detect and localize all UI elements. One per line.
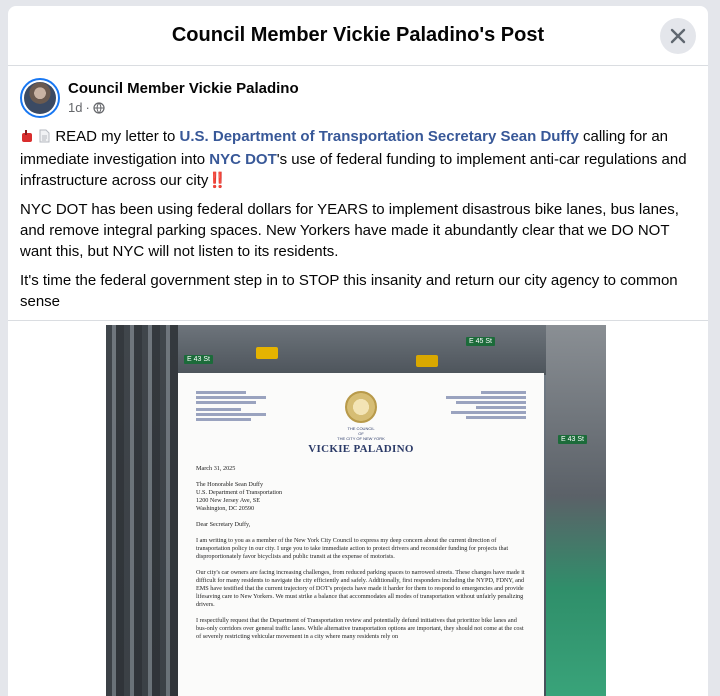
photo-street-sign: E 45 St — [466, 337, 495, 346]
tag-link-sean-duffy[interactable]: U.S. Department of Transportation Secretary Sean Duffy — [179, 128, 579, 145]
letter-paragraph: Our city's car owners are facing increasing challenges, from reduced parking spaces to narrowed streets. These changes have made it difficult for many residents to navigate the city efficiently and safely. Additionally, first responders including the NYPD, FDNY, and EMS have testified that the current trajectory of DOT's projects have made it harder for them to respond to emergencies and provide lifesaving care to New Yorkers. We must strike a balance that accommodates all modes of transportation without unfairly penalizing drivers. — [196, 569, 525, 608]
dialog-header — [8, 6, 708, 66]
council-line-1: THE COUNCIL — [347, 426, 375, 431]
post-body — [8, 118, 708, 312]
document-icon — [38, 128, 51, 149]
council-line-2: OF — [358, 431, 364, 436]
post-text-a: READ my letter to — [55, 128, 180, 145]
double-exclamation-icon: ‼️ — [208, 172, 228, 189]
dialog-title: Council Member Vickie Paladino's Post — [171, 24, 545, 46]
letter-paragraph: I respectfully request that the Department of Transportation review and potentially defund initiatives that prioritize bike lanes and bus-only corridors over general traffic lanes. While alternative transportation options are important, they should not come at the cost of severely restricting vehicular movement in a city where many residents rely on — [196, 617, 524, 640]
city-seal-icon — [345, 391, 377, 423]
post-header — [8, 66, 708, 118]
letter-date: March 31, 2025 — [196, 465, 236, 472]
council-line-3: THE CITY OF NEW YORK — [337, 436, 385, 441]
globe-icon — [93, 102, 105, 114]
divider — [8, 320, 708, 321]
post-text-c: 's use of federal funding to implement anti-car regulations and infrastructure across our city — [20, 151, 687, 189]
post-paragraph-3: It's time the federal government step in to STOP this insanity and return our city agency to common sense — [20, 272, 678, 310]
letter-body — [196, 465, 526, 641]
letter-document — [178, 373, 544, 696]
photo-street-top — [178, 325, 546, 375]
address-line: 1200 New Jersey Ave, SE — [196, 497, 260, 504]
photo-taxi — [416, 355, 438, 367]
photo-street-right — [546, 325, 606, 696]
photo-taxi — [256, 347, 278, 359]
post-meta — [68, 99, 299, 117]
letter-paragraph: I am writing to you as a member of the New York City Council to express my deep concern about the current direction of transportation policy in our city. I urge you to take immediate action to protect drivers and reconsider funding for projects that disproportionately favor bicyclists and public transit at the expense of motorists. — [196, 537, 509, 560]
post-dialog — [8, 6, 708, 696]
mailbox-icon — [20, 128, 34, 149]
author-name[interactable]: Council Member Vickie Paladino — [68, 80, 299, 97]
address-line: U.S. Department of Transportation — [196, 489, 283, 496]
avatar[interactable] — [20, 78, 60, 118]
tag-link-nyc-dot[interactable]: NYC DOT — [209, 151, 277, 168]
post-paragraph-2: NYC DOT has been using federal dollars for YEARS to implement disastrous bike lanes, bus lanes, and remove integral parking spaces. New Yorkers have made it abundantly clear that we DO NOT want this, but NYC will not listen to its residents. — [20, 201, 679, 260]
letterhead-name: VICKIE PALADINO — [308, 443, 414, 455]
post-photo[interactable] — [106, 325, 606, 696]
letterhead-left-column — [196, 391, 286, 423]
post-text-b: calling for an immediate investigation into — [20, 128, 669, 168]
address-line: The Honorable Sean Duffy — [196, 481, 264, 488]
close-button[interactable] — [660, 18, 696, 54]
letter-address — [196, 481, 526, 513]
address-line: Washington, DC 20590 — [196, 505, 255, 512]
letterhead — [196, 391, 526, 455]
photo-street-sign: E 43 St — [558, 435, 587, 444]
post-time[interactable]: 1d — [68, 100, 83, 115]
photo-street-sign: E 43 St — [184, 355, 213, 364]
meta-dot: · — [85, 100, 90, 115]
letterhead-center — [296, 391, 426, 455]
post-paragraph-1 — [20, 126, 696, 191]
photo-street-left — [106, 325, 178, 696]
letter-salutation: Dear Secretary Duffy, — [196, 521, 251, 528]
letterhead-right-column — [436, 391, 526, 421]
close-icon — [668, 26, 688, 46]
